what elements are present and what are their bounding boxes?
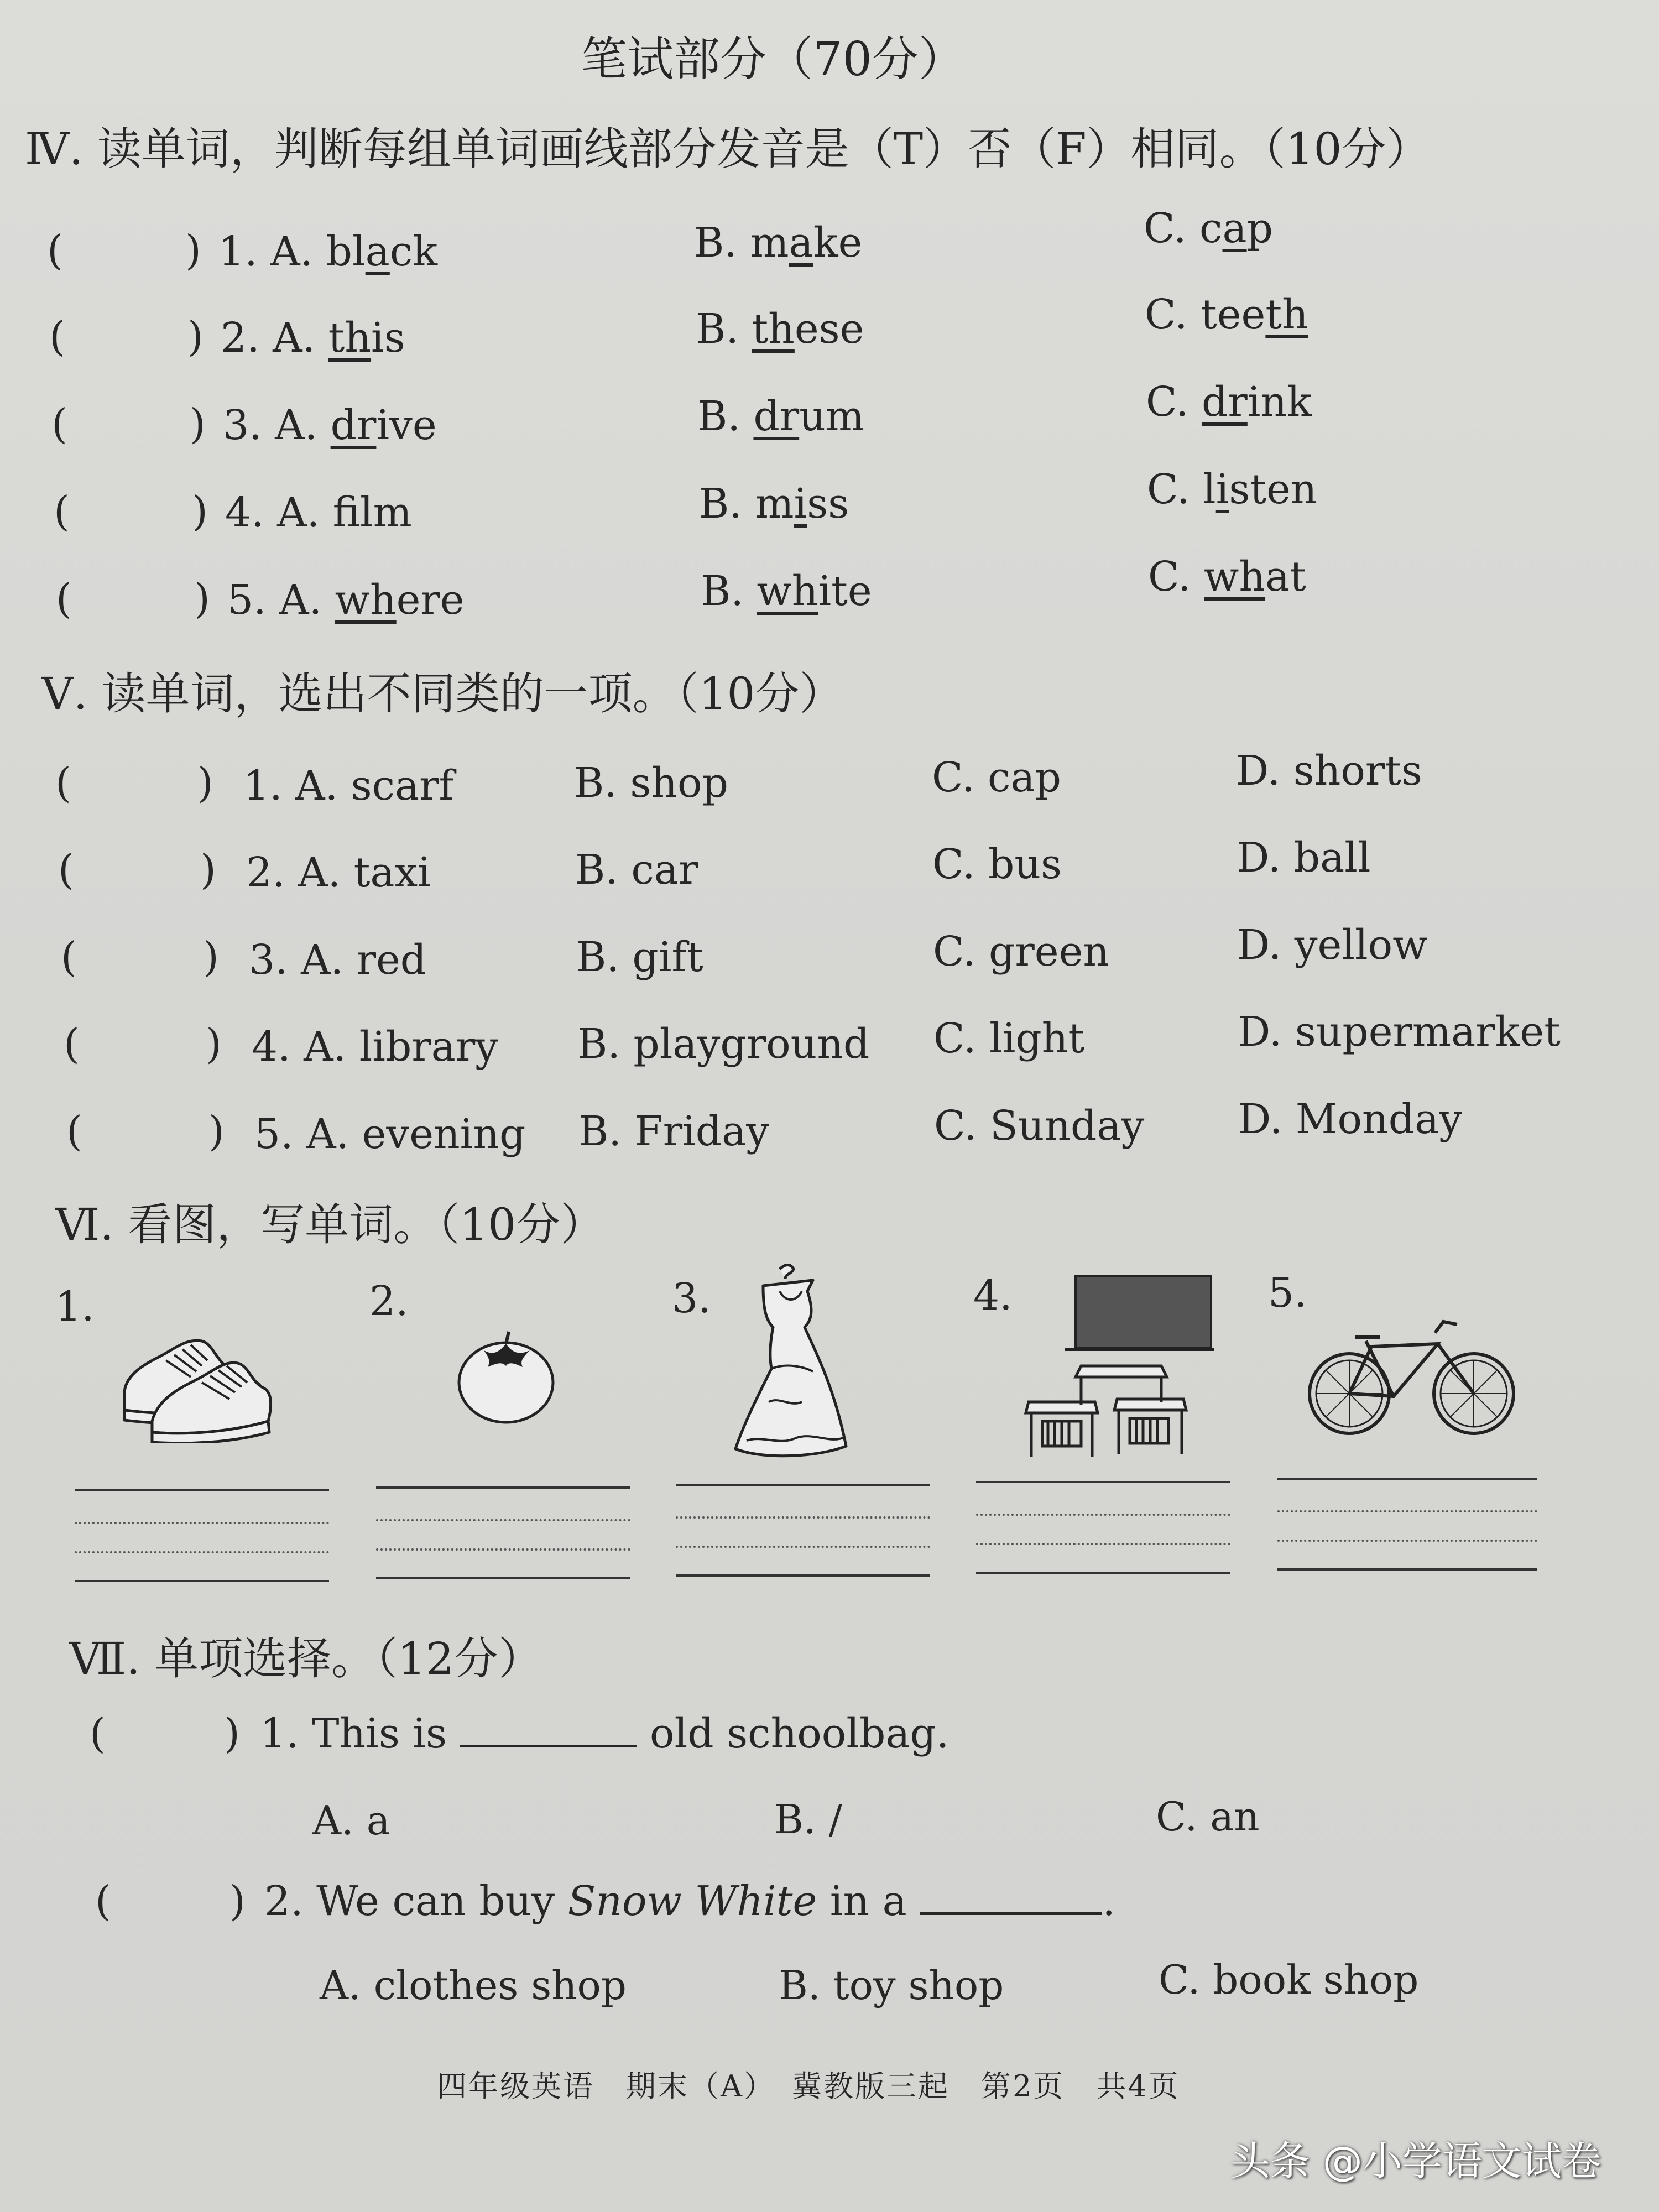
- section4-heading: Ⅳ. 读单词，判断每组单词画线部分发音是（T）否（F）相同。（10分）: [25, 123, 1431, 175]
- section5-heading: Ⅴ. 读单词，选出不同类的一项。（10分）: [41, 668, 844, 719]
- s4-option-a: [221, 314, 405, 362]
- s5-option-b: B. Friday: [578, 1108, 770, 1155]
- page-title: 笔试部分（70分）: [581, 32, 965, 86]
- s5-option-d: D. ball: [1237, 834, 1371, 881]
- s4-a-pre: A.: [273, 314, 328, 362]
- q1-paren-close: ): [224, 1710, 240, 1757]
- s4-num: 3.: [223, 401, 275, 449]
- s4-c-pre: C.: [1148, 553, 1204, 601]
- s4-b-post: um: [799, 393, 865, 440]
- s5-option-a: 5. A. evening: [254, 1110, 526, 1158]
- q2-stem-post: .: [1102, 1877, 1115, 1925]
- s4-a-underlined: dr: [330, 401, 377, 449]
- s5-option-c: C. cap: [932, 754, 1061, 801]
- s4-c-underlined: dr: [1202, 378, 1248, 426]
- s4-num: 2.: [221, 314, 273, 362]
- q1-num: 1.: [260, 1710, 299, 1757]
- q1-stem-post: old schoolbag.: [650, 1710, 950, 1757]
- s4-c-pre: C. c: [1144, 205, 1223, 252]
- q1-stem: [260, 1710, 949, 1757]
- s4-c-post: ink: [1247, 378, 1312, 426]
- q2-num: 2.: [264, 1877, 304, 1925]
- s4-b-post: ss: [807, 480, 849, 528]
- s5-answer-paren-close[interactable]: ): [208, 1108, 225, 1155]
- s5-option-b: B. shop: [574, 759, 728, 807]
- s4-a-pre: A.: [275, 401, 331, 449]
- s5-option-d: D. shorts: [1236, 747, 1423, 795]
- s5-option-a: 4. A. library: [252, 1023, 498, 1071]
- s5-option-d: D. Monday: [1238, 1095, 1463, 1143]
- s4-c-underlined: wh: [1204, 553, 1266, 601]
- s5-option-b: B. playground: [577, 1020, 870, 1068]
- s5-option-c: C. Sunday: [934, 1102, 1145, 1150]
- q1-option-c: C. an: [1156, 1793, 1260, 1840]
- s4-a-post: ck: [389, 228, 438, 275]
- s4-answer-paren-open[interactable]: (: [54, 488, 70, 535]
- s4-option-c: [1145, 291, 1308, 338]
- s4-num: 5.: [227, 576, 280, 624]
- q2-stem-italic: Snow White: [567, 1877, 817, 1925]
- s5-answer-paren-open[interactable]: (: [55, 759, 71, 807]
- s5-option-b: B. gift: [576, 933, 703, 981]
- s4-option-b: [694, 219, 862, 267]
- s4-option-c: [1148, 553, 1306, 601]
- s4-b-pre: B. m: [699, 480, 794, 528]
- s4-answer-paren-open[interactable]: (: [49, 313, 65, 361]
- q1-option-b: B. /: [774, 1796, 842, 1843]
- s4-c-post: p: [1246, 205, 1273, 252]
- s4-option-a: [218, 228, 437, 275]
- s4-answer-paren-close[interactable]: ): [192, 488, 208, 535]
- s4-a-pre: A. f: [277, 489, 360, 536]
- section7-heading: Ⅶ. 单项选择。（12分）: [69, 1633, 542, 1684]
- s5-option-a: 3. A. red: [249, 936, 427, 984]
- s4-option-a: [227, 576, 465, 624]
- s4-c-underlined: a: [1222, 205, 1247, 252]
- s4-b-pre: B.: [696, 305, 752, 353]
- s4-c-post: sten: [1229, 466, 1317, 513]
- s4-answer-paren-close[interactable]: ): [185, 227, 201, 274]
- s4-a-post: lm: [359, 489, 412, 536]
- q2-option-b: B. toy shop: [779, 1962, 1004, 2008]
- s4-b-underlined: dr: [753, 393, 800, 440]
- s4-answer-paren-open[interactable]: (: [56, 575, 72, 623]
- dress-icon: [730, 1258, 852, 1463]
- s4-option-a: [225, 489, 412, 536]
- pic-item-2-num: 2.: [369, 1277, 409, 1325]
- s4-b-underlined: a: [789, 219, 813, 267]
- s5-option-a: 1. A. scarf: [243, 762, 454, 810]
- s4-b-post: ke: [813, 219, 863, 267]
- s5-answer-paren-close[interactable]: ): [206, 1020, 222, 1068]
- pic-item-5-num: 5.: [1268, 1269, 1307, 1317]
- s4-option-b: [696, 305, 864, 353]
- s5-answer-paren-close[interactable]: ): [200, 846, 216, 894]
- s4-answer-paren-close[interactable]: ): [187, 313, 204, 361]
- page-footer: 四年级英语 期末（A） 冀教版三起 第2页 共4页: [437, 2069, 1180, 2104]
- q2-option-a: A. clothes shop: [320, 1962, 627, 2008]
- s4-answer-paren-open[interactable]: (: [47, 227, 63, 274]
- s4-c-pre: C. l: [1147, 466, 1216, 513]
- classroom-icon: [1020, 1272, 1219, 1460]
- s5-answer-paren-open[interactable]: (: [61, 933, 77, 981]
- pic-item-4-num: 4.: [973, 1272, 1013, 1319]
- s4-b-pre: B.: [701, 567, 757, 615]
- s4-b-pre: B. m: [694, 219, 789, 267]
- q1-stem-pre: This is: [312, 1710, 447, 1757]
- s4-option-b: [701, 567, 872, 615]
- watermark: 头条 @小学语文试卷: [1230, 2138, 1601, 2184]
- s4-b-post: ese: [794, 305, 864, 353]
- s4-a-post: is: [371, 314, 405, 362]
- s5-answer-paren-close[interactable]: ): [197, 759, 213, 807]
- pic-item-1-num: 1.: [55, 1283, 95, 1331]
- s4-b-pre: B.: [697, 393, 754, 440]
- s4-a-underlined: th: [328, 314, 372, 362]
- tomato-icon: [453, 1327, 559, 1427]
- s5-option-c: C. green: [933, 928, 1110, 975]
- q1-paren-open: (: [90, 1710, 106, 1757]
- q2-paren-open: (: [95, 1877, 111, 1925]
- pic-item-3-num: 3.: [672, 1275, 711, 1322]
- s4-num: 1.: [218, 228, 271, 275]
- s4-b-underlined: wh: [757, 567, 818, 615]
- s5-option-d: D. yellow: [1237, 921, 1428, 969]
- section6-heading: Ⅵ. 看图，写单词。（10分）: [55, 1199, 605, 1250]
- s4-answer-paren-close[interactable]: ): [190, 400, 206, 448]
- s4-answer-paren-open[interactable]: (: [51, 400, 67, 448]
- s5-answer-paren-open[interactable]: (: [58, 846, 74, 894]
- q2-stem: [264, 1877, 1115, 1925]
- s4-b-underlined: th: [752, 305, 795, 353]
- s4-num: 4.: [225, 489, 278, 536]
- q2-stem-pre: We can buy: [316, 1877, 555, 1925]
- s4-option-b: [699, 480, 849, 528]
- s5-option-b: B. car: [575, 846, 698, 894]
- s4-option-b: [697, 393, 864, 440]
- s4-option-c: [1146, 378, 1312, 426]
- q1-blank[interactable]: [460, 1740, 637, 1747]
- sneakers-icon: [119, 1327, 274, 1443]
- s5-answer-paren-open[interactable]: (: [66, 1108, 82, 1155]
- s5-answer-paren-open[interactable]: (: [64, 1020, 80, 1068]
- s4-c-pre: C. tee: [1145, 291, 1266, 338]
- q2-blank[interactable]: [920, 1908, 1102, 1915]
- s4-a-underlined: a: [365, 228, 390, 275]
- s4-b-post: ite: [818, 567, 872, 615]
- s4-c-post: at: [1265, 553, 1306, 601]
- bicycle-icon: [1305, 1311, 1521, 1443]
- s5-answer-paren-close[interactable]: ): [203, 933, 219, 981]
- s4-option-a: [223, 401, 437, 449]
- s4-a-post: ive: [376, 401, 437, 449]
- q1-option-a: A. a: [312, 1797, 390, 1844]
- s4-c-pre: C.: [1146, 378, 1202, 426]
- q2-paren-close: ): [229, 1877, 246, 1925]
- s4-answer-paren-close[interactable]: ): [194, 575, 210, 623]
- s5-option-d: D. supermarket: [1238, 1008, 1561, 1056]
- s4-c-underlined: i: [1215, 466, 1229, 513]
- s5-option-a: 2. A. taxi: [246, 849, 431, 896]
- s4-a-pre: A.: [279, 576, 335, 624]
- s4-a-post: ere: [396, 576, 465, 624]
- s4-a-underlined: wh: [335, 576, 397, 624]
- q2-stem-mid: in a: [830, 1877, 907, 1925]
- s4-a-pre: A. bl: [270, 228, 366, 275]
- s5-option-c: C. light: [933, 1015, 1085, 1062]
- s4-option-c: [1144, 205, 1273, 252]
- s4-c-underlined: th: [1265, 291, 1308, 338]
- s4-option-c: [1147, 466, 1317, 513]
- s5-option-c: C. bus: [932, 841, 1062, 888]
- s4-b-underlined: i: [794, 480, 807, 528]
- q2-option-c: C. book shop: [1159, 1957, 1419, 2003]
